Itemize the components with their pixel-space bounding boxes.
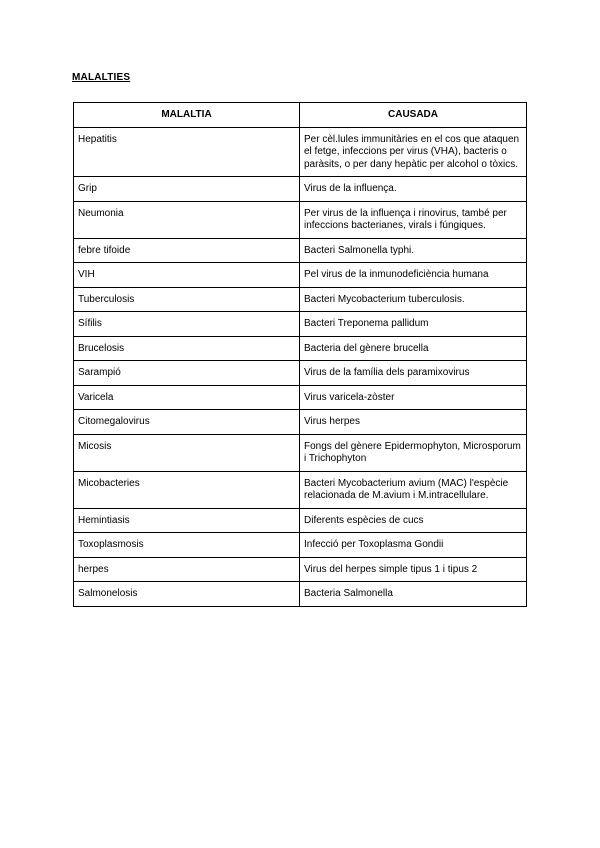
table-row: [74, 533, 527, 558]
table-row: [74, 263, 527, 288]
disease-cell: Micobacteries: [74, 471, 300, 508]
cause-cell: Bacteria del gènere brucella: [300, 336, 527, 361]
cause-cell: Bacteri Mycobacterium tuberculosis.: [300, 287, 527, 312]
table-row: [74, 177, 527, 202]
disease-table: [73, 102, 527, 607]
table-row: [74, 434, 527, 471]
cause-cell: Bacteri Mycobacterium avium (MAC) l'espècie relacionada de M.avium i M.intracellulare.: [300, 471, 527, 508]
cause-cell: Bacteri Salmonella typhi.: [300, 238, 527, 263]
disease-cell: Toxoplasmosis: [74, 533, 300, 558]
table-row: [74, 238, 527, 263]
disease-cell: Salmonelosis: [74, 582, 300, 607]
cause-cell: Fongs del gènere Epidermophyton, Microsporum i Trichophyton: [300, 434, 527, 471]
disease-cell: Sarampió: [74, 361, 300, 386]
disease-cell: Sífilis: [74, 312, 300, 337]
disease-cell: Micosis: [74, 434, 300, 471]
disease-cell: herpes: [74, 557, 300, 582]
disease-cell: Neumonia: [74, 201, 300, 238]
disease-cell: Hepatitis: [74, 127, 300, 177]
page-title: MALALTIES: [72, 72, 131, 83]
table-row: [74, 508, 527, 533]
disease-cell: Brucelosis: [74, 336, 300, 361]
cause-cell: Virus varicela-zòster: [300, 385, 527, 410]
table-row: [74, 312, 527, 337]
disease-cell: Citomegalovirus: [74, 410, 300, 435]
cause-cell: Per virus de la influença i rinovirus, també per infeccions bacterianes, virals i fúngiques.: [300, 201, 527, 238]
table-row: [74, 127, 527, 177]
cause-cell: Pel virus de la inmunodeficiència humana: [300, 263, 527, 288]
disease-cell: VIH: [74, 263, 300, 288]
table-row: [74, 287, 527, 312]
column-header-cause: CAUSADA: [300, 103, 527, 128]
cause-cell: Virus de la família dels paramixovirus: [300, 361, 527, 386]
table-header-row: [74, 103, 527, 128]
table-row: [74, 336, 527, 361]
cause-cell: Diferents espècies de cucs: [300, 508, 527, 533]
table-row: [74, 410, 527, 435]
cause-cell: Infecció per Toxoplasma Gondii: [300, 533, 527, 558]
table-row: [74, 201, 527, 238]
disease-cell: Grip: [74, 177, 300, 202]
cause-cell: Virus del herpes simple tipus 1 i tipus 2: [300, 557, 527, 582]
cause-cell: Virus de la influença.: [300, 177, 527, 202]
table-row: [74, 557, 527, 582]
table-row: [74, 385, 527, 410]
disease-cell: Tuberculosis: [74, 287, 300, 312]
table-row: [74, 471, 527, 508]
table-row: [74, 361, 527, 386]
table-row: [74, 582, 527, 607]
disease-cell: Hemintiasis: [74, 508, 300, 533]
cause-cell: Bacteri Treponema pallidum: [300, 312, 527, 337]
column-header-disease: MALALTIA: [74, 103, 300, 128]
disease-cell: Varicela: [74, 385, 300, 410]
disease-cell: febre tifoide: [74, 238, 300, 263]
cause-cell: Bacteria Salmonella: [300, 582, 527, 607]
cause-cell: Per cèl.lules immunitàries en el cos que ataquen el fetge, infeccions per virus (VHA), bacteris o paràsits, o per dany hepàtic per alcohol o tòxics.: [300, 127, 527, 177]
cause-cell: Virus herpes: [300, 410, 527, 435]
